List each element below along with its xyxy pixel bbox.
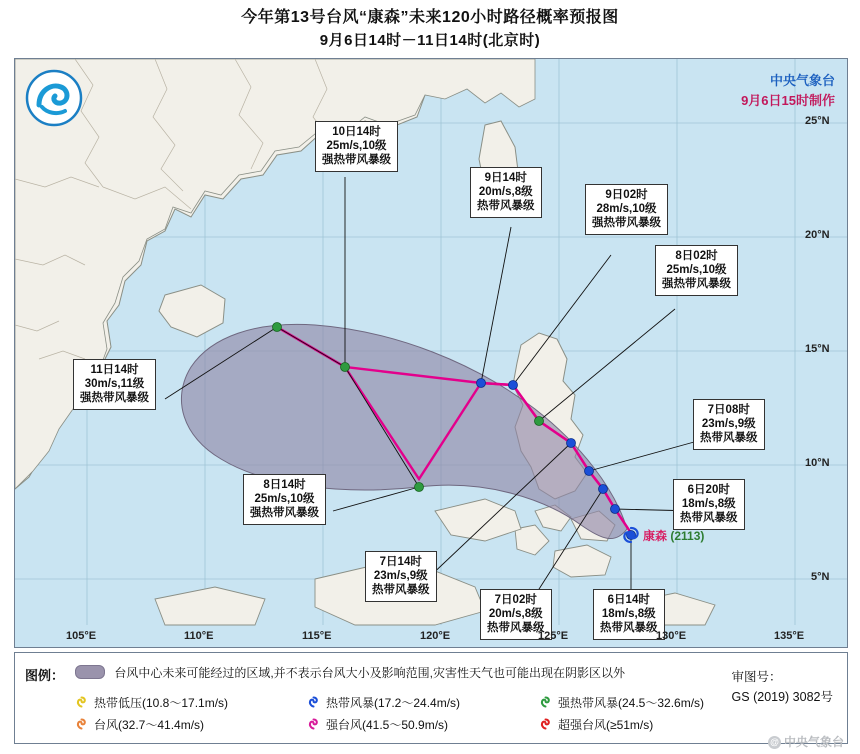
callout-category: 热带风暴级 <box>600 622 658 634</box>
callout-time: 9日02时 <box>605 189 648 201</box>
legend-item-label: 强热带风暴(24.5～32.6m/s) <box>558 695 705 710</box>
callout-category: 强热带风暴级 <box>662 278 731 290</box>
callout-category: 热带风暴级 <box>487 622 545 634</box>
callout-time: 7日08时 <box>707 404 750 416</box>
cone-swatch-icon <box>75 665 105 679</box>
legend-panel <box>14 652 848 744</box>
callout-wind: 25m/s,10级 <box>326 140 387 152</box>
storm-name-text: 康森 <box>643 529 668 543</box>
callout-wind: 25m/s,10级 <box>254 493 315 505</box>
swirl-icon <box>539 696 552 709</box>
callout-time: 7日02时 <box>494 594 537 606</box>
lon-label-135e: 135°E <box>774 630 805 642</box>
lon-label-130e: 130°E <box>656 630 687 642</box>
callout-wind: 25m/s,10级 <box>666 264 727 276</box>
agency-issued-time: 9月6日15时制作 <box>741 93 835 108</box>
callout-10d14 <box>315 121 398 172</box>
swirl-icon <box>307 718 320 731</box>
review-value: GS (2019) 3082号 <box>731 690 833 704</box>
swirl-icon <box>75 696 88 709</box>
storm-label <box>643 527 704 544</box>
cma-logo-icon <box>25 69 83 127</box>
legend-cone-text: 台风中心未来可能经过的区域,并不表示台风大小及影响范围,灾害性天气也可能出现在阴影区以外 <box>114 666 626 680</box>
landmass-malay <box>155 587 265 625</box>
landmass-palawan <box>435 499 521 541</box>
legend-item-label: 超强台风(≥51m/s) <box>558 717 654 732</box>
legend-item-label: 热带风暴(17.2～24.4m/s) <box>326 695 461 710</box>
legend-item-severe-tropical-storm <box>539 691 739 713</box>
callout-8d14 <box>243 474 326 525</box>
lat-label-25n: 25°N <box>805 115 830 127</box>
callout-time: 8日14时 <box>263 479 306 491</box>
landmass-hainan <box>159 285 225 337</box>
swirl-icon <box>75 718 88 731</box>
callout-wind: 23m/s,9级 <box>701 418 756 430</box>
callout-category: 强热带风暴级 <box>80 392 149 404</box>
callout-8d02 <box>655 245 738 296</box>
landmass-mindanao <box>553 545 611 577</box>
legend-item-label: 台风(32.7～41.4m/s) <box>94 717 205 732</box>
weibo-icon: @ <box>768 736 781 749</box>
forecast-map <box>14 58 848 648</box>
legend-item-label: 热带低压(10.8～17.1m/s) <box>94 695 229 710</box>
callout-category: 热带风暴级 <box>700 432 758 444</box>
callout-time: 8日02时 <box>675 250 718 262</box>
legend-cone-row <box>75 665 625 681</box>
chart-title <box>0 6 860 52</box>
callout-category: 强热带风暴级 <box>322 154 391 166</box>
callout-9d02 <box>585 184 668 235</box>
storm-number-text: (2113) <box>670 529 705 543</box>
legend-item-label: 强台风(41.5～50.9m/s) <box>326 717 449 732</box>
callout-time: 10日14时 <box>332 126 381 138</box>
map-review-number <box>732 667 833 707</box>
callout-6d20 <box>673 479 745 530</box>
callout-category: 强热带风暴级 <box>592 217 661 229</box>
callout-category: 热带风暴级 <box>477 200 535 212</box>
lon-label-105e: 105°E <box>66 630 97 642</box>
callout-wind: 20m/s,8级 <box>478 186 533 198</box>
callout-wind: 20m/s,8级 <box>488 608 543 620</box>
callout-11d14 <box>73 359 156 410</box>
callout-wind: 30m/s,11级 <box>84 378 145 390</box>
legend-title: 图例： <box>25 668 65 683</box>
swirl-icon <box>539 718 552 731</box>
swirl-icon <box>307 696 320 709</box>
callout-time: 11日14时 <box>90 364 139 376</box>
callout-wind: 23m/s,9级 <box>373 570 428 582</box>
legend-item-tropical-storm <box>307 691 539 713</box>
callout-category: 热带风暴级 <box>372 584 430 596</box>
callout-6d14 <box>593 589 665 640</box>
review-label: 审图号： <box>731 670 782 684</box>
lon-label-120e: 120°E <box>420 630 451 642</box>
callout-7d14 <box>365 551 437 602</box>
legend-item-super-typhoon <box>539 713 739 735</box>
watermark-text: 中央气象台 <box>783 735 844 749</box>
lon-label-110e: 110°E <box>184 630 214 642</box>
title-line-2: 9月6日14时－11日14时(北京时) <box>319 32 541 49</box>
lat-label-15n: 15°N <box>805 343 830 355</box>
callout-wind: 18m/s,8级 <box>681 498 736 510</box>
lat-label-20n: 20°N <box>805 229 830 241</box>
lon-label-115e: 115°E <box>302 630 332 642</box>
callout-time: 6日20时 <box>687 484 730 496</box>
watermark <box>768 733 844 750</box>
callout-time: 6日14时 <box>607 594 650 606</box>
callout-category: 热带风暴级 <box>680 512 738 524</box>
lat-label-5n: 5°N <box>811 571 830 583</box>
callout-7d08 <box>693 399 765 450</box>
callout-time: 9日14时 <box>484 172 527 184</box>
issuing-agency <box>741 71 835 111</box>
callout-wind: 18m/s,8级 <box>601 608 656 620</box>
callout-9d14 <box>470 167 542 218</box>
callout-wind: 28m/s,10级 <box>596 203 657 215</box>
lat-label-10n: 10°N <box>805 457 830 469</box>
title-line-1: 今年第13号台风“康森”未来120小时路径概率预报图 <box>241 9 619 26</box>
agency-name: 中央气象台 <box>769 73 835 88</box>
legend-item-tropical-depression <box>75 691 307 713</box>
callout-category: 强热带风暴级 <box>250 507 319 519</box>
legend-items <box>75 691 705 735</box>
legend-item-severe-typhoon <box>307 713 539 735</box>
callout-time: 7日14时 <box>379 556 422 568</box>
lon-label-125e: 125°E <box>538 630 569 642</box>
legend-item-typhoon <box>75 713 307 735</box>
